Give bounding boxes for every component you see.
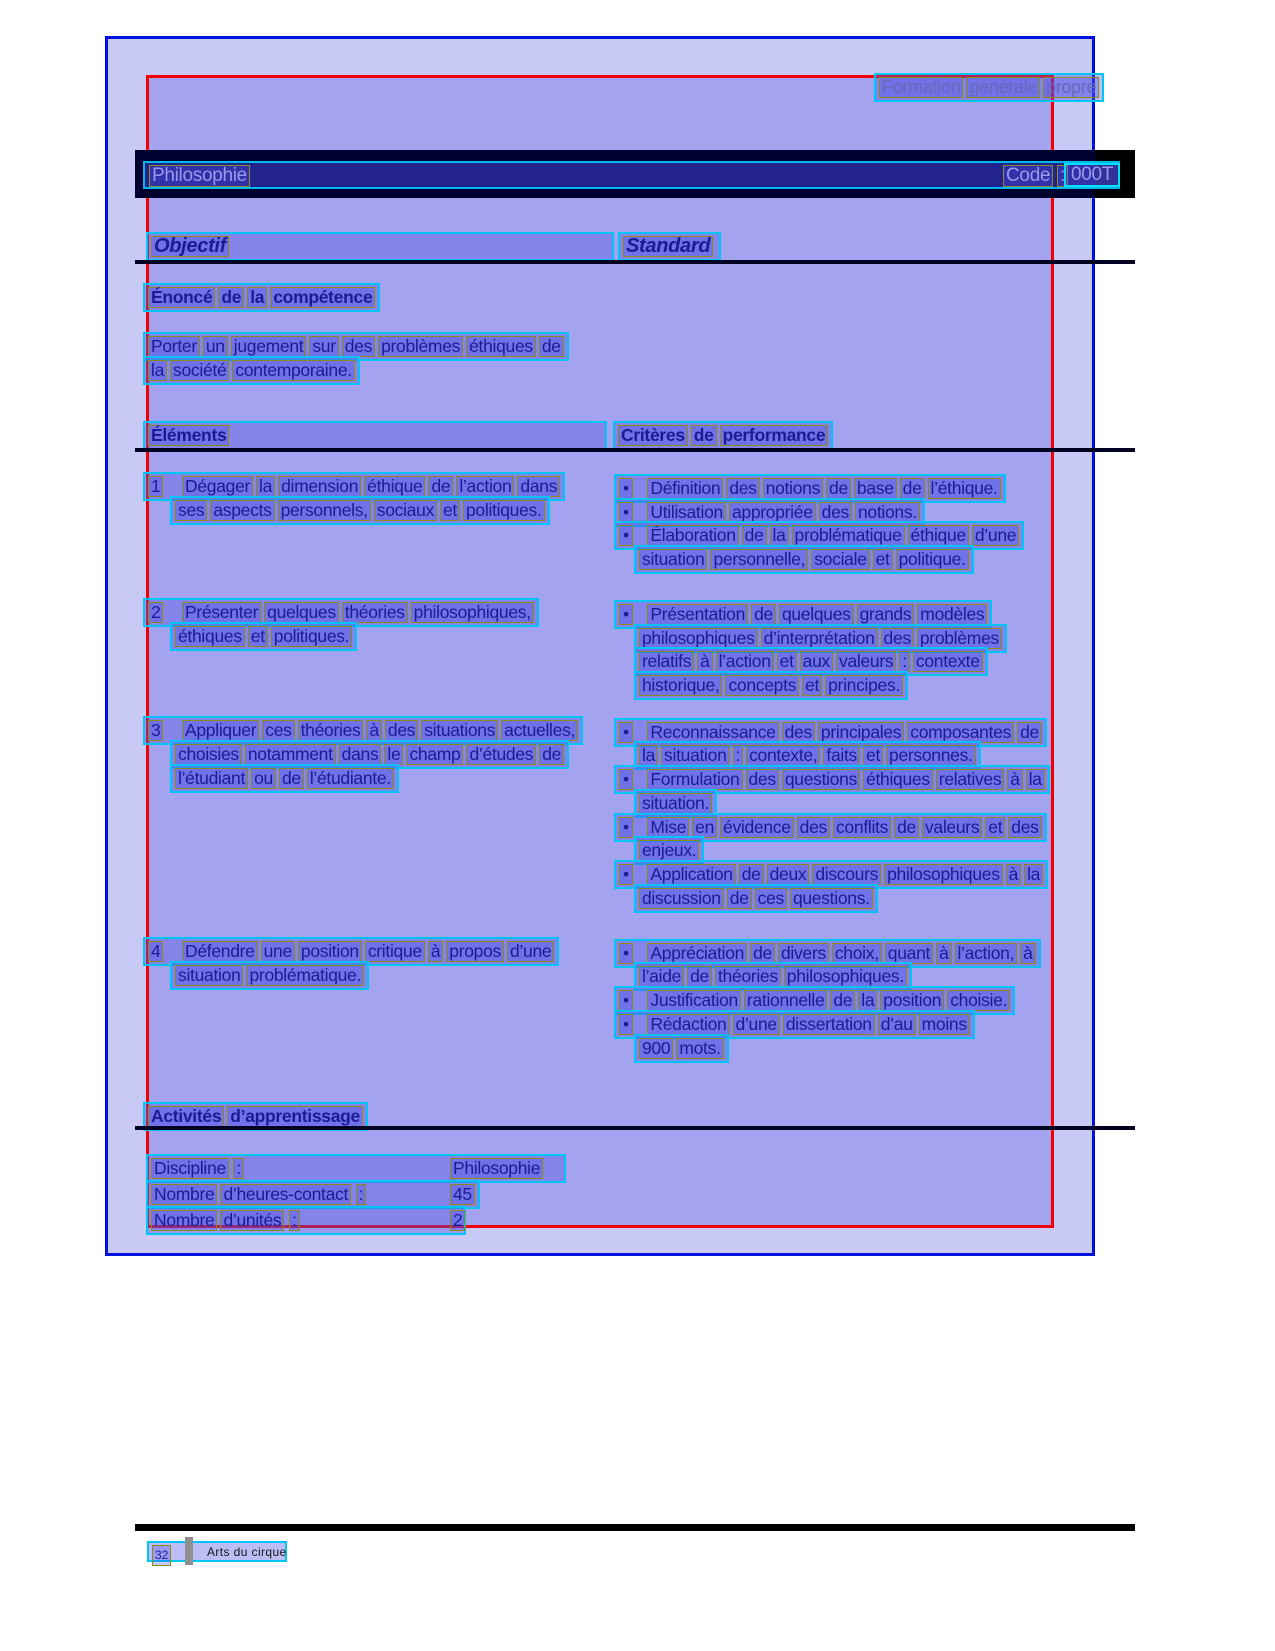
criterion-text: Application de deux discours philosophiques à la — [647, 864, 1043, 884]
field-colon: : — [233, 1158, 244, 1179]
enonce-text: Porter un jugement sur des problèmes éthiques de — [148, 336, 564, 356]
criterion-text: philosophiques d’interprétation des problèmes — [639, 628, 1002, 648]
criterion-text: Mise en évidence des conflits de valeurs et des — [647, 817, 1041, 837]
criterion-text: Élaboration de la problématique éthique d’une — [647, 525, 1019, 545]
bullet-icon: • — [619, 769, 633, 790]
divider-rule-bottom — [135, 1126, 1135, 1130]
bullet-icon: • — [619, 943, 633, 964]
footer-rule — [135, 1524, 1135, 1531]
enonce-line-2 — [143, 356, 360, 385]
criterion-text: Appréciation de divers choix, quant à l’action, à — [647, 943, 1035, 963]
criterion-line — [634, 545, 974, 574]
element-4-line-2 — [170, 961, 369, 990]
criterion-text: la situation : contexte, faits et personnes. — [639, 745, 976, 765]
field-heures-contact — [146, 1180, 480, 1209]
element-2-line-2 — [170, 622, 357, 651]
criterion-text: Reconnaissance des principales composantes de — [647, 722, 1042, 742]
criterion-line — [634, 884, 878, 913]
enonce-text: la société contemporaine. — [148, 360, 355, 380]
enonce-title: Énoncé de la compétence — [148, 287, 375, 307]
course-title: Philosophie — [149, 165, 250, 187]
footer-line — [147, 1541, 287, 1562]
criterion-text: Définition des notions de base de l’éthique. — [647, 478, 1000, 498]
field-value: 45 — [450, 1184, 475, 1205]
element-text: situation problématique. — [175, 965, 364, 985]
bullet-icon: • — [619, 502, 633, 523]
criterion-text: situation. — [639, 793, 712, 813]
bullet-icon: • — [619, 864, 633, 885]
activites-title: Activités d’apprentissage — [148, 1106, 363, 1126]
divider-rule-middle — [135, 448, 1135, 452]
criterion-text: historique, concepts et principes. — [639, 675, 903, 695]
banner-text: Formation générale propre — [879, 77, 1099, 97]
bullet-icon: • — [619, 817, 633, 838]
criterion-text: Présentation de quelques grands modèles — [647, 604, 987, 624]
bullet-icon: • — [619, 525, 633, 546]
element-number: 3 — [148, 720, 163, 741]
element-number: 1 — [148, 476, 163, 497]
course-header-line — [143, 161, 1120, 189]
code-label: Code — [1003, 165, 1053, 187]
field-label: Nombre d’unités — [151, 1210, 284, 1230]
field-unites — [146, 1206, 466, 1235]
criteres-header: Critères de performance — [618, 425, 828, 445]
element-text: ses aspects personnels, sociaux et politiques. — [175, 500, 545, 520]
program-name: Arts du cirque — [207, 1545, 287, 1559]
element-1-line-2 — [170, 496, 550, 525]
criterion-text: l’aide de théories philosophiques. — [639, 966, 907, 986]
criterion-line — [634, 1034, 729, 1063]
field-colon: : — [289, 1210, 300, 1231]
field-label: Discipline — [151, 1158, 229, 1178]
element-text: choisies notamment dans le champ d’études de — [175, 744, 564, 764]
criterion-line — [634, 671, 908, 700]
field-discipline — [146, 1154, 566, 1183]
banner-line — [874, 73, 1104, 102]
page-number: 32 — [152, 1545, 171, 1566]
bullet-icon: • — [619, 1014, 633, 1035]
elements-header: Éléments — [148, 425, 229, 446]
field-value: 2 — [450, 1210, 465, 1231]
element-text: Présenter quelques théories philosophiques, — [182, 602, 534, 622]
element-text: éthiques et politiques. — [175, 626, 352, 646]
criterion-text: 900 mots. — [639, 1038, 724, 1058]
element-number: 4 — [148, 941, 163, 962]
element-number: 2 — [148, 602, 163, 623]
element-3-line-3 — [170, 764, 399, 793]
bullet-icon: • — [619, 604, 633, 625]
criterion-text: Formulation des questions éthiques relatives à la — [647, 769, 1044, 789]
code-value: 000T — [1064, 163, 1120, 187]
element-text: Appliquer ces théories à des situations actuelles, — [182, 720, 578, 740]
criterion-text: Utilisation appropriée des notions. — [647, 502, 919, 522]
standard-header: Standard — [623, 236, 713, 257]
criterion-text: Justification rationnelle de la position choisie. — [647, 990, 1010, 1010]
code-colon: : — [1057, 165, 1068, 187]
bullet-icon: • — [619, 722, 633, 743]
elements-header-line — [143, 421, 607, 450]
criterion-text: enjeux. — [639, 840, 699, 860]
bullet-icon: • — [619, 990, 633, 1011]
footer-separator — [185, 1537, 193, 1565]
enonce-title-line — [143, 283, 380, 312]
standard-header-line — [618, 232, 721, 261]
field-colon: : — [356, 1184, 367, 1205]
objectif-header-line — [146, 232, 614, 261]
element-text: Dégager la dimension éthique de l’action dans — [182, 476, 560, 496]
field-value: Philosophie — [450, 1158, 543, 1179]
objectif-header: Objectif — [151, 236, 229, 257]
element-text: l’étudiant ou de l’étudiante. — [175, 768, 394, 788]
criterion-text: discussion de ces questions. — [639, 888, 873, 908]
field-label: Nombre d’heures-contact — [151, 1184, 351, 1204]
bullet-icon: • — [619, 478, 633, 499]
criterion-text: relatifs à l’action et aux valeurs : contexte — [639, 651, 983, 671]
divider-rule-top — [135, 260, 1135, 264]
element-text: Défendre une position critique à propos d’une — [182, 941, 554, 961]
criterion-text: situation personnelle, sociale et politique. — [639, 549, 969, 569]
criteres-header-line — [613, 421, 833, 450]
criterion-text: Rédaction d’une dissertation d’au moins — [647, 1014, 969, 1034]
